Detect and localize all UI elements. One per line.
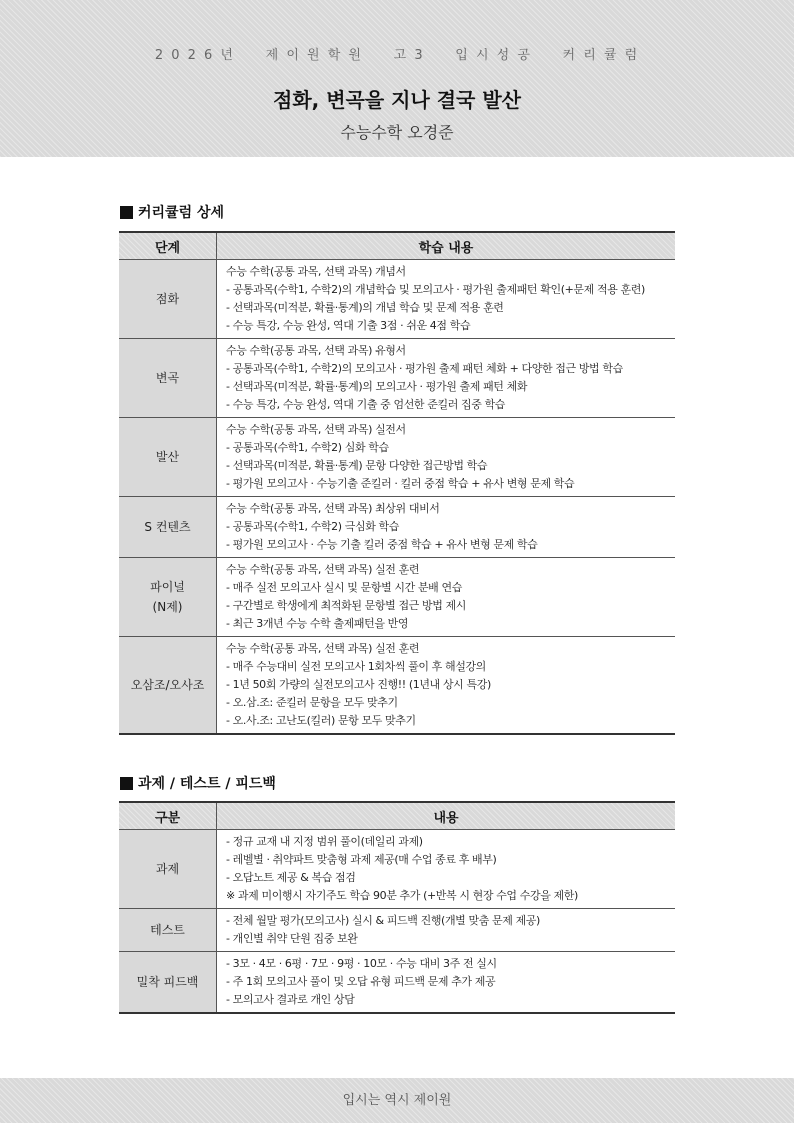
content-cell: [217, 830, 676, 909]
page-title: 점화, 변곡을 지나 결국 발산: [273, 88, 521, 112]
content-line: - 주 1회 모의고사 풀이 및 오답 유형 피드백 문제 추가 제공: [226, 975, 496, 988]
curriculum-label: 2 0 2 6 년 제 이 원 학 원 고 3 입 시 성 공 커 리 큘 럼: [154, 48, 640, 63]
category-cell: 밀착 피드백: [119, 952, 217, 1014]
content-line: - 개인별 취약 단원 집중 보완: [226, 932, 358, 945]
stage-label: 파이널: [150, 580, 185, 594]
table-row: [119, 637, 675, 735]
category-cell: 테스트: [119, 909, 217, 952]
page-subtitle: 수능수학 오경준: [340, 123, 454, 142]
stage-cell: 오삼조/오사조: [119, 637, 217, 735]
category-cell: 과제: [119, 830, 217, 909]
content-cell: [217, 909, 676, 952]
footer-slogan: 입시는 역시 제이원: [342, 1093, 452, 1108]
table-row: [119, 339, 675, 418]
stage-cell: 발산: [119, 418, 217, 497]
content-line: - 수능 특강, 수능 완성, 역대 기출 중 엄선한 준킬러 집중 학습: [226, 398, 506, 411]
table-row: [119, 830, 675, 909]
curriculum-table: [119, 231, 675, 735]
curriculum-heading-text: 커리큘럼 상세: [138, 205, 225, 221]
table-row: [119, 952, 675, 1014]
page-footer: [0, 1078, 794, 1123]
content-line: - 선택과목(미적분, 확률·통계)의 모의고사 · 평가원 출제 패턴 체화: [226, 380, 528, 393]
content-line: 수능 수학(공통 과목, 선택 과목) 실전 훈련: [226, 642, 420, 655]
square-bullet-icon: [120, 777, 133, 790]
content-line: - 3모 · 4모 · 6평 · 7모 · 9평 · 10모 · 수능 대비 3주 전 실시: [226, 957, 497, 970]
content-cell: [217, 497, 676, 558]
content-line: - 1년 50회 가량의 실전모의고사 진행!! (1년내 상시 특강): [226, 678, 491, 691]
content-line: - 모의고사 결과로 개인 상담: [226, 993, 355, 1006]
table-row: [119, 558, 675, 637]
content-line: - 공통과목(수학1, 수학2)의 모의고사 · 평가원 출제 패턴 체화 + 다양한 접근 방법 학습: [226, 362, 623, 375]
content-cell: [217, 558, 676, 637]
content-line: - 수능 특강, 수능 완성, 역대 기출 3점 · 쉬운 4점 학습: [226, 319, 471, 332]
table-row: [119, 909, 675, 952]
content-line: 수능 수학(공통 과목, 선택 과목) 최상위 대비서: [226, 502, 440, 515]
stage-cell: [119, 558, 217, 637]
feedback-table-header: [119, 802, 675, 830]
content-line: - 오.삼.조: 준킬러 문항을 모두 맞추기: [226, 696, 398, 709]
content-line: - 오.사.조: 고난도(킬러) 문항 모두 맞추기: [226, 714, 416, 727]
content-line: - 공통과목(수학1, 수학2)의 개념학습 및 모의고사 · 평가원 출제패턴 확인(+문제 적용 훈련): [226, 283, 645, 296]
page-header: [0, 0, 794, 157]
content-cell: [217, 339, 676, 418]
content-line: - 공통과목(수학1, 수학2) 심화 학습: [226, 441, 389, 454]
feedback-section-heading: [120, 773, 276, 793]
stage-label-sub: (N제): [152, 600, 183, 614]
content-line: - 전체 월말 평가(모의고사) 실시 & 피드백 진행(개별 맞춤 문제 제공): [226, 914, 540, 927]
content-line: 수능 수학(공통 과목, 선택 과목) 실전서: [226, 423, 406, 436]
content-line: - 구간별로 학생에게 최적화된 문항별 접근 방법 제시: [226, 599, 466, 612]
stage-cell: 변곡: [119, 339, 217, 418]
stage-cell: 점화: [119, 260, 217, 339]
table-row: [119, 418, 675, 497]
content-line: ※ 과제 미이행시 자기주도 학습 90분 추가 (+반복 시 현장 수업 수강을 제한): [226, 889, 578, 902]
content-line: - 매주 수능대비 실전 모의고사 1회차씩 풀이 후 해설강의: [226, 660, 486, 673]
feedback-table: [119, 801, 675, 1014]
col-header-stage: 단계: [119, 232, 217, 260]
content-cell: [217, 418, 676, 497]
stage-cell: S 컨텐츠: [119, 497, 217, 558]
content-cell: [217, 260, 676, 339]
table-row: [119, 260, 675, 339]
curriculum-section-heading: [120, 202, 224, 222]
content-line: - 평가원 모의고사 · 수능기출 준킬러 · 킬러 중점 학습 + 유사 변형 문제 학습: [226, 477, 575, 490]
table-row: [119, 497, 675, 558]
content-cell: [217, 952, 676, 1014]
feedback-heading-text: 과제 / 테스트 / 피드백: [138, 776, 276, 792]
content-line: 수능 수학(공통 과목, 선택 과목) 개념서: [226, 265, 406, 278]
content-line: - 선택과목(미적분, 확률·통계)의 개념 학습 및 문제 적용 훈련: [226, 301, 504, 314]
content-line: - 평가원 모의고사 · 수능 기출 킬러 중점 학습 + 유사 변형 문제 학습: [226, 538, 538, 551]
square-bullet-icon: [120, 206, 133, 219]
col-header-content: 학습 내용: [217, 232, 676, 260]
content-line: - 정규 교재 내 지정 범위 풀이(데일리 과제): [226, 835, 423, 848]
content-line: - 공통과목(수학1, 수학2) 극심화 학습: [226, 520, 399, 533]
content-line: 수능 수학(공통 과목, 선택 과목) 유형서: [226, 344, 406, 357]
col-header-category: 구분: [119, 802, 217, 830]
col-header-content: 내용: [217, 802, 676, 830]
content-line: - 오답노트 제공 & 복습 점검: [226, 871, 356, 884]
content-line: 수능 수학(공통 과목, 선택 과목) 실전 훈련: [226, 563, 420, 576]
content-line: - 매주 실전 모의고사 실시 및 문항별 시간 분배 연습: [226, 581, 462, 594]
content-cell: [217, 637, 676, 735]
content-line: - 최근 3개년 수능 수학 출제패턴을 반영: [226, 617, 409, 630]
content-line: - 선택과목(미적분, 확률·통계) 문항 다양한 접근방법 학습: [226, 459, 488, 472]
curriculum-table-header: [119, 232, 675, 260]
content-line: - 레벨별 · 취약파트 맞춤형 과제 제공(매 수업 종료 후 배부): [226, 853, 497, 866]
